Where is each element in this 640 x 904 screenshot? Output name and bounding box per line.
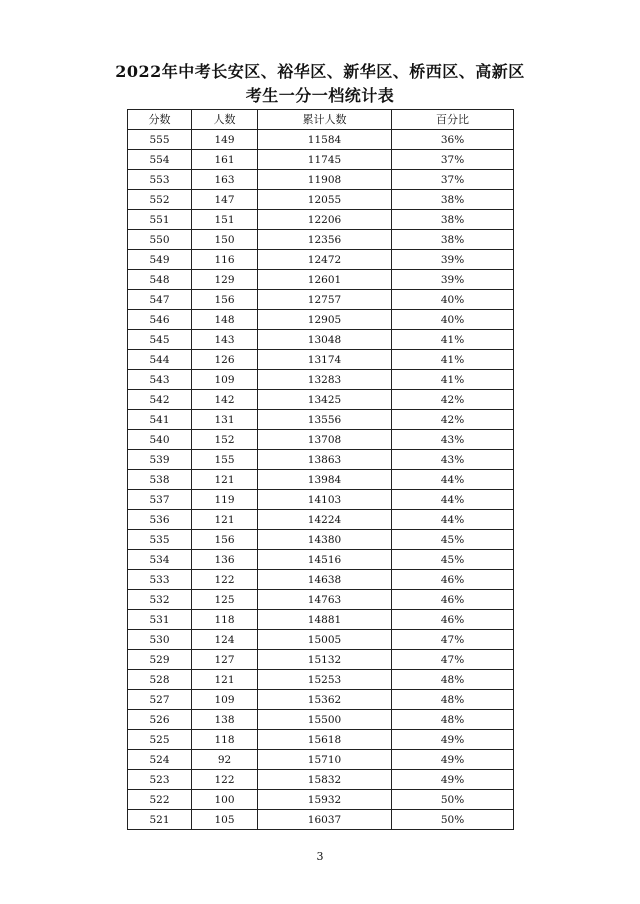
cell-cumulative: 15618	[258, 730, 392, 750]
table-row	[128, 370, 514, 390]
cell-score: 528	[128, 670, 192, 690]
cell-percentage: 50%	[392, 790, 514, 810]
cell-percentage: 36%	[392, 130, 514, 150]
cell-percentage: 47%	[392, 650, 514, 670]
cell-percentage: 50%	[392, 810, 514, 830]
table-header-row	[128, 110, 514, 130]
cell-percentage: 45%	[392, 530, 514, 550]
cell-cumulative: 13048	[258, 330, 392, 350]
cell-score: 525	[128, 730, 192, 750]
cell-score: 549	[128, 250, 192, 270]
cell-score: 550	[128, 230, 192, 250]
cell-count: 126	[192, 350, 258, 370]
cell-score: 538	[128, 470, 192, 490]
cell-count: 105	[192, 810, 258, 830]
cell-score: 547	[128, 290, 192, 310]
cell-cumulative: 11745	[258, 150, 392, 170]
cell-score: 555	[128, 130, 192, 150]
cell-count: 125	[192, 590, 258, 610]
cell-cumulative: 12757	[258, 290, 392, 310]
cell-percentage: 41%	[392, 350, 514, 370]
cell-count: 138	[192, 710, 258, 730]
cell-cumulative: 13283	[258, 370, 392, 390]
cell-cumulative: 14516	[258, 550, 392, 570]
cell-cumulative: 14103	[258, 490, 392, 510]
cell-cumulative: 13708	[258, 430, 392, 450]
cell-cumulative: 12055	[258, 190, 392, 210]
cell-percentage: 49%	[392, 730, 514, 750]
table-row	[128, 650, 514, 670]
cell-score: 552	[128, 190, 192, 210]
cell-percentage: 43%	[392, 450, 514, 470]
cell-score: 527	[128, 690, 192, 710]
cell-count: 121	[192, 670, 258, 690]
table-row	[128, 590, 514, 610]
header-cumulative: 累计人数	[258, 110, 392, 130]
cell-cumulative: 15932	[258, 790, 392, 810]
cell-cumulative: 14763	[258, 590, 392, 610]
cell-percentage: 49%	[392, 770, 514, 790]
cell-score: 537	[128, 490, 192, 510]
cell-score: 540	[128, 430, 192, 450]
cell-cumulative: 15253	[258, 670, 392, 690]
cell-percentage: 47%	[392, 630, 514, 650]
cell-cumulative: 15132	[258, 650, 392, 670]
cell-score: 553	[128, 170, 192, 190]
table-row	[128, 330, 514, 350]
cell-score: 542	[128, 390, 192, 410]
cell-percentage: 44%	[392, 470, 514, 490]
cell-score: 534	[128, 550, 192, 570]
cell-count: 150	[192, 230, 258, 250]
cell-count: 92	[192, 750, 258, 770]
cell-count: 124	[192, 630, 258, 650]
header-percentage: 百分比	[392, 110, 514, 130]
cell-score: 539	[128, 450, 192, 470]
cell-count: 136	[192, 550, 258, 570]
cell-cumulative: 14224	[258, 510, 392, 530]
cell-percentage: 48%	[392, 690, 514, 710]
cell-cumulative: 16037	[258, 810, 392, 830]
cell-count: 155	[192, 450, 258, 470]
cell-cumulative: 11584	[258, 130, 392, 150]
document-title-line-1: 2022年中考长安区、裕华区、新华区、桥西区、高新区	[115, 62, 525, 81]
cell-score: 532	[128, 590, 192, 610]
cell-score: 535	[128, 530, 192, 550]
cell-percentage: 38%	[392, 190, 514, 210]
cell-count: 119	[192, 490, 258, 510]
cell-score: 529	[128, 650, 192, 670]
cell-count: 121	[192, 510, 258, 530]
table-row	[128, 450, 514, 470]
cell-score: 530	[128, 630, 192, 650]
cell-count: 148	[192, 310, 258, 330]
cell-count: 118	[192, 730, 258, 750]
cell-cumulative: 14380	[258, 530, 392, 550]
cell-score: 533	[128, 570, 192, 590]
cell-percentage: 43%	[392, 430, 514, 450]
cell-score: 523	[128, 770, 192, 790]
cell-count: 131	[192, 410, 258, 430]
cell-count: 100	[192, 790, 258, 810]
cell-count: 152	[192, 430, 258, 450]
cell-cumulative: 15362	[258, 690, 392, 710]
cell-cumulative: 13425	[258, 390, 392, 410]
cell-percentage: 41%	[392, 370, 514, 390]
cell-percentage: 41%	[392, 330, 514, 350]
header-score: 分数	[128, 110, 192, 130]
table-row	[128, 570, 514, 590]
table-row	[128, 210, 514, 230]
table-row	[128, 610, 514, 630]
cell-percentage: 40%	[392, 310, 514, 330]
table-body	[128, 130, 514, 830]
cell-score: 554	[128, 150, 192, 170]
cell-percentage: 49%	[392, 750, 514, 770]
cell-cumulative: 14638	[258, 570, 392, 590]
cell-percentage: 48%	[392, 710, 514, 730]
cell-score: 531	[128, 610, 192, 630]
cell-cumulative: 15005	[258, 630, 392, 650]
table-row	[128, 170, 514, 190]
table-row	[128, 750, 514, 770]
cell-percentage: 48%	[392, 670, 514, 690]
table-row	[128, 270, 514, 290]
cell-count: 156	[192, 290, 258, 310]
cell-percentage: 46%	[392, 570, 514, 590]
cell-percentage: 46%	[392, 590, 514, 610]
table-row	[128, 350, 514, 370]
table-row	[128, 130, 514, 150]
table-row	[128, 250, 514, 270]
cell-cumulative: 15832	[258, 770, 392, 790]
cell-count: 129	[192, 270, 258, 290]
table-row	[128, 550, 514, 570]
cell-percentage: 38%	[392, 210, 514, 230]
cell-count: 127	[192, 650, 258, 670]
cell-percentage: 39%	[392, 250, 514, 270]
table-row	[128, 770, 514, 790]
table-row	[128, 410, 514, 430]
cell-percentage: 42%	[392, 390, 514, 410]
cell-count: 122	[192, 770, 258, 790]
cell-score: 541	[128, 410, 192, 430]
table-row	[128, 290, 514, 310]
cell-percentage: 40%	[392, 290, 514, 310]
cell-cumulative: 13984	[258, 470, 392, 490]
cell-percentage: 42%	[392, 410, 514, 430]
table-row	[128, 230, 514, 250]
cell-score: 548	[128, 270, 192, 290]
cell-percentage: 46%	[392, 610, 514, 630]
cell-percentage: 37%	[392, 150, 514, 170]
cell-score: 521	[128, 810, 192, 830]
cell-count: 161	[192, 150, 258, 170]
cell-cumulative: 15710	[258, 750, 392, 770]
cell-score: 546	[128, 310, 192, 330]
table-row	[128, 630, 514, 650]
table-row	[128, 310, 514, 330]
cell-cumulative: 12905	[258, 310, 392, 330]
document-title-line-2: 考生一分一档统计表	[245, 86, 395, 105]
cell-cumulative: 11908	[258, 170, 392, 190]
cell-score: 536	[128, 510, 192, 530]
cell-percentage: 45%	[392, 550, 514, 570]
cell-cumulative: 12472	[258, 250, 392, 270]
cell-percentage: 37%	[392, 170, 514, 190]
table-row	[128, 490, 514, 510]
cell-score: 543	[128, 370, 192, 390]
cell-percentage: 44%	[392, 490, 514, 510]
cell-count: 121	[192, 470, 258, 490]
cell-percentage: 39%	[392, 270, 514, 290]
table-row	[128, 670, 514, 690]
cell-count: 149	[192, 130, 258, 150]
header-count: 人数	[192, 110, 258, 130]
cell-percentage: 44%	[392, 510, 514, 530]
cell-percentage: 38%	[392, 230, 514, 250]
cell-cumulative: 14881	[258, 610, 392, 630]
table-row	[128, 390, 514, 410]
cell-cumulative: 12601	[258, 270, 392, 290]
cell-count: 109	[192, 690, 258, 710]
cell-cumulative: 13556	[258, 410, 392, 430]
cell-score: 524	[128, 750, 192, 770]
cell-count: 147	[192, 190, 258, 210]
cell-cumulative: 15500	[258, 710, 392, 730]
cell-count: 151	[192, 210, 258, 230]
table-row	[128, 470, 514, 490]
cell-count: 143	[192, 330, 258, 350]
cell-count: 122	[192, 570, 258, 590]
cell-score: 526	[128, 710, 192, 730]
table-row	[128, 430, 514, 450]
table-row	[128, 530, 514, 550]
table-row	[128, 730, 514, 750]
table-row	[128, 190, 514, 210]
page-number: 3	[316, 850, 324, 863]
cell-cumulative: 12356	[258, 230, 392, 250]
table-row	[128, 510, 514, 530]
cell-score: 551	[128, 210, 192, 230]
cell-count: 116	[192, 250, 258, 270]
cell-cumulative: 13174	[258, 350, 392, 370]
table-row	[128, 150, 514, 170]
cell-score: 544	[128, 350, 192, 370]
cell-score: 545	[128, 330, 192, 350]
cell-cumulative: 13863	[258, 450, 392, 470]
cell-count: 156	[192, 530, 258, 550]
table-row	[128, 710, 514, 730]
table-row	[128, 810, 514, 830]
cell-count: 109	[192, 370, 258, 390]
cell-score: 522	[128, 790, 192, 810]
cell-count: 163	[192, 170, 258, 190]
score-distribution-table	[127, 109, 514, 830]
cell-count: 142	[192, 390, 258, 410]
table-row	[128, 690, 514, 710]
cell-count: 118	[192, 610, 258, 630]
table-row	[128, 790, 514, 810]
cell-cumulative: 12206	[258, 210, 392, 230]
